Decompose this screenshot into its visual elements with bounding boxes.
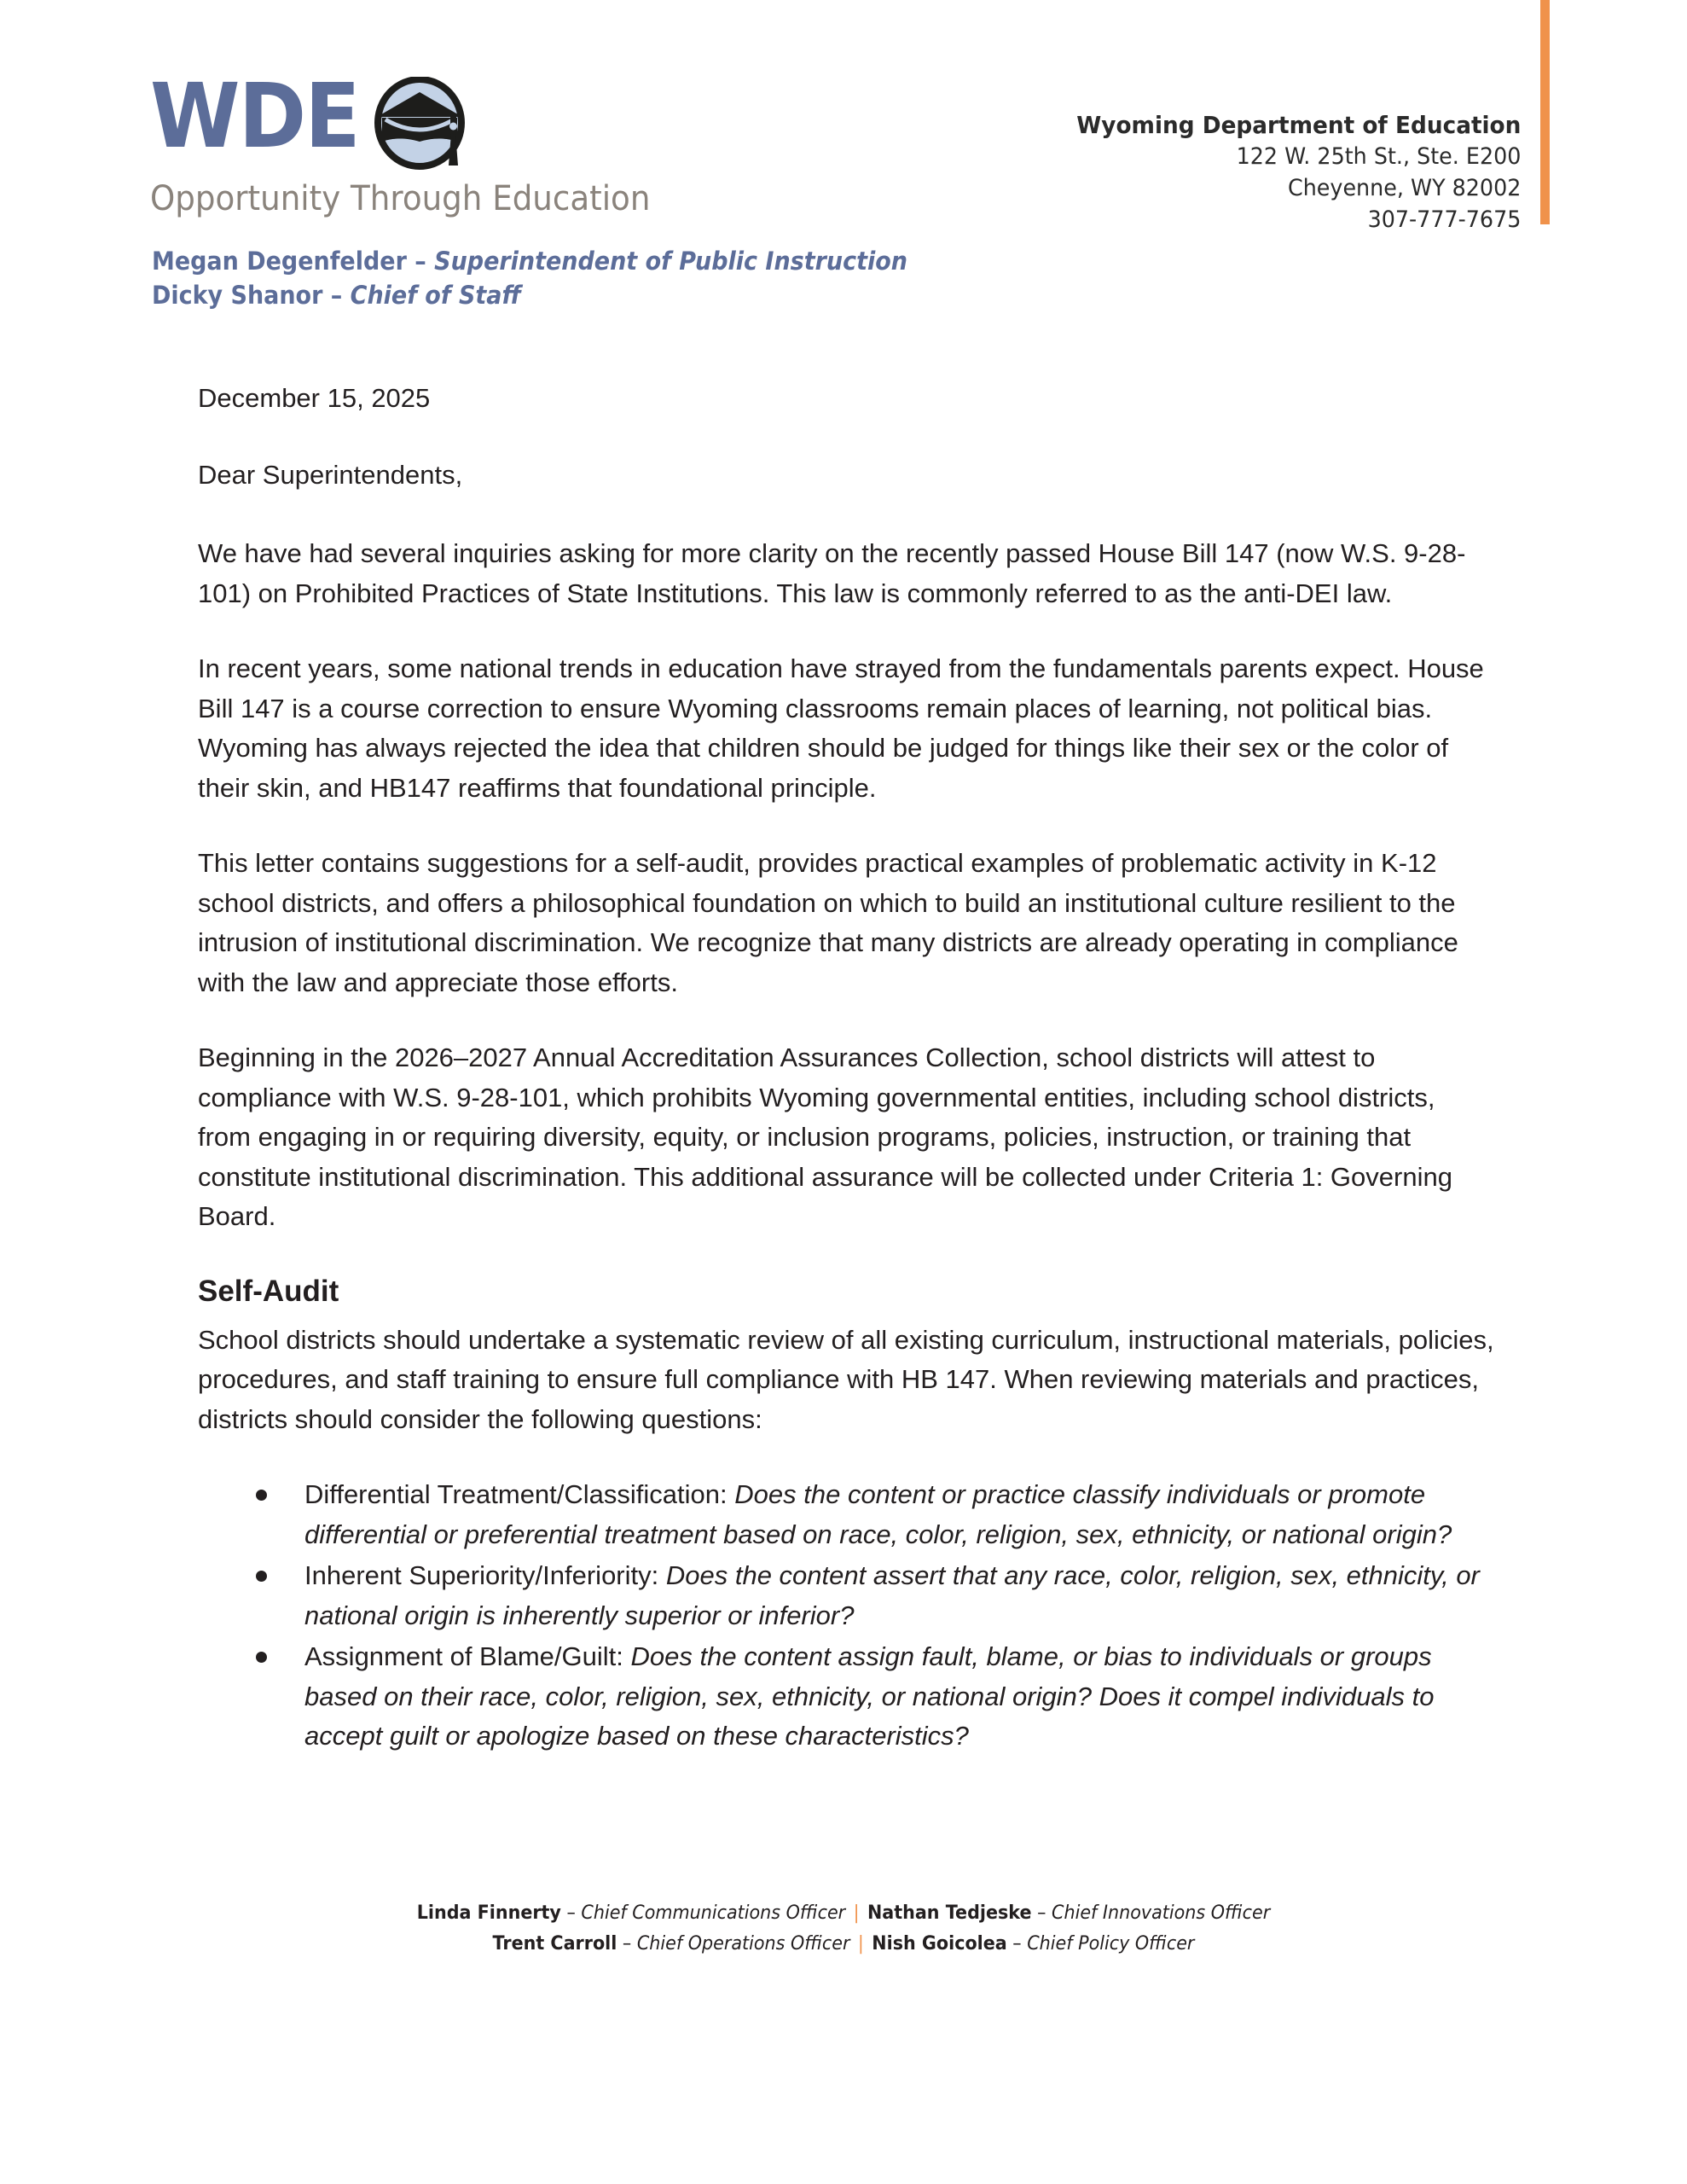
wde-logo-block [150,64,918,218]
officials-block [152,244,1005,312]
agency-phone: 307-777-7675 [1367,206,1521,233]
footer-divider-icon: | [857,1933,864,1955]
bullet-icon [256,1652,267,1663]
logo-row [150,64,918,172]
footer-dash: – [1006,1933,1028,1955]
footer-staff-name: Nish Goicolea [872,1933,1007,1955]
footer-dash: – [617,1933,637,1955]
letter-salutation: Dear Superintendents, [198,460,463,490]
letterhead [0,0,1687,324]
official-title: Chief of Staff [350,281,521,310]
question-text: Does the content assign fault, blame, or bias to individuals or groups based on their race, color, religion, sex, ethnicity, or national origin? Does it compel individuals to accept guilt or apologize based on these characteristics? [304,1641,1435,1751]
self-audit-heading: Self-Audit [198,1274,339,1308]
page-footer [0,1898,1687,1960]
bullet-icon [256,1490,267,1501]
agency-address-block [1076,109,1521,235]
official-dash: – [322,281,351,310]
agency-name: Wyoming Department of Education [1075,111,1521,139]
footer-staff-title: Chief Policy Officer [1027,1933,1195,1955]
letter-paragraph-3: This letter contains suggestions for a self-audit, provides practical examples of problematic activity in K-12 school districts, and offers a philosophical foundation on which to build an institutional culture resilient to the intrusion of institutional discrimination. We recognize that many districts are already operating in compliance with the law and appreciate those efforts. [198,848,1458,997]
list-item [198,1475,1494,1554]
footer-staff-title: Chief Communications Officer [581,1902,846,1924]
agency-city-state-zip: Cheyenne, WY 82002 [1287,175,1521,201]
list-item [198,1637,1494,1757]
self-audit-intro: School districts should undertake a systematic review of all existing curriculum, instructional materials, policies, procedures, and staff training to ensure full compliance with HB 147. When reviewing materials and practices, districts should consider the following questions: [198,1324,1494,1434]
question-label: Inherent Superiority/Inferiority: [304,1560,659,1590]
footer-divider-icon: | [853,1902,860,1924]
wde-tagline: Opportunity Through Education [150,179,651,218]
footer-dash: – [560,1902,582,1924]
footer-row [50,1929,1636,1960]
list-item [198,1556,1494,1635]
question-text: Does the content or practice classify individuals or promote differential or preferential treatment based on race, color, religion, sex, ethnicity, or national origin? [304,1479,1452,1549]
footer-row [50,1898,1636,1929]
self-audit-question-list [198,1475,1494,1757]
footer-staff-title: Chief Innovations Officer [1052,1902,1271,1924]
footer-staff-title: Chief Operations Officer [636,1933,850,1955]
letter-body [198,379,1494,1758]
agency-street: 122 W. 25th St., Ste. E200 [1236,143,1521,170]
footer-staff-name: Trent Carroll [492,1933,617,1955]
question-label: Differential Treatment/Classification: [304,1479,728,1509]
letter-paragraph-4: Beginning in the 2026–2027 Annual Accreditation Assurances Collection, school districts will attest to compliance with W.S. 9-28-101, which prohibits Wyoming governmental entities, including school districts, from engaging in or requiring diversity, equity, or inclusion programs, policies, instruction, or training that constitute institutional discrimination. This additional assurance will be collected under Criteria 1: Governing Board. [198,1043,1452,1231]
letter-paragraph-2: In recent years, some national trends in education have strayed from the fundamentals parents expect. House Bill 147 is a course correction to ensure Wyoming classrooms remain places of learning, not political bias. Wyoming has always rejected the idea that children should be judged for things like their sex or the color of their skin, and HB147 reaffirms that foundational principle. [198,653,1484,803]
question-text: Does the content assert that any race, color, religion, sex, ethnicity, or national origin is inherently superior or inferior? [304,1560,1480,1630]
footer-dash: – [1031,1902,1052,1924]
graduation-cap-icon [372,77,472,172]
footer-staff-name: Nathan Tedjeske [867,1902,1032,1924]
official-chief-of-staff [152,278,945,312]
official-title: Superintendent of Public Instruction [434,247,907,276]
official-name: Megan Degenfelder [152,247,407,276]
official-name: Dicky Shanor [152,281,323,310]
letter-date: December 15, 2025 [198,383,431,413]
official-superintendent [152,244,945,278]
question-label: Assignment of Blame/Guilt: [304,1641,623,1671]
wde-wordmark: WDE [150,64,359,168]
letter-paragraph-1: We have had several inquiries asking for more clarity on the recently passed House Bill 147 (now W.S. 9-28-101) on Prohibited Practices of State Institutions. This law is commonly referred to as the anti-DEI law. [198,538,1466,608]
footer-staff-name: Linda Finnerty [416,1902,561,1924]
bullet-icon [256,1571,267,1582]
official-dash: – [406,247,435,276]
